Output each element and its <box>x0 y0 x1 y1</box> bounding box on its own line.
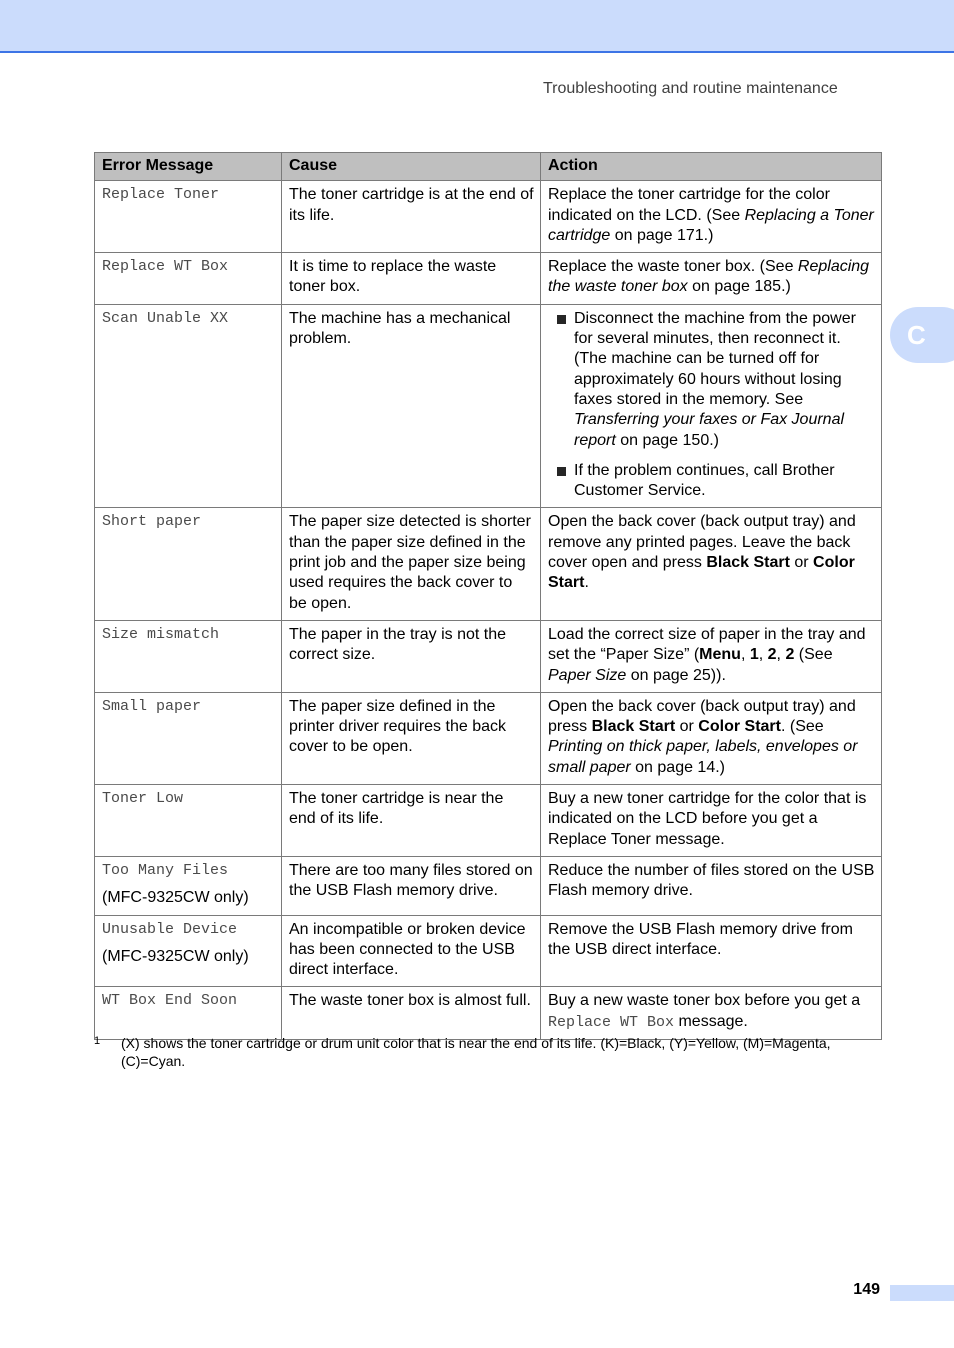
lcd-error-message: Replace WT Box <box>102 258 229 276</box>
text-run: Replace the waste toner box. (See <box>548 258 798 276</box>
text-run: on page 14.) <box>630 758 725 776</box>
text-run: on page 25)). <box>626 666 726 684</box>
text-run: . <box>584 574 589 592</box>
top-color-band <box>0 0 954 53</box>
text-run: on page 171.) <box>610 226 714 244</box>
action-cell <box>541 987 882 1040</box>
text-run: Buy a new toner cartridge for the color that is indicated on the LCD before you get a Replace Toner message. <box>548 790 867 848</box>
error-message-cell <box>95 856 282 915</box>
bold-text-run: Black Start <box>591 718 676 736</box>
error-message-cell <box>95 987 282 1040</box>
error-message-cell <box>95 785 282 857</box>
table-row <box>95 181 882 253</box>
italic-text-run: Replacing the waste toner box <box>548 258 870 296</box>
lcd-error-message: WT Box End Soon <box>102 992 238 1010</box>
text-run: If the problem continues, call Brother Customer Service. <box>574 461 835 500</box>
error-message-cell <box>95 915 282 987</box>
lcd-error-message: Scan Unable XX <box>102 309 229 327</box>
lcd-error-message: Toner Low <box>102 790 184 808</box>
error-message-cell <box>95 692 282 784</box>
italic-text-run: Transferring your faxes or Fax Journal report <box>574 411 845 449</box>
text-run: Replace the toner cartridge for the color indicated on the LCD. (See <box>548 186 830 224</box>
bold-text-run: 2 <box>785 646 795 664</box>
text-run: , <box>776 646 786 664</box>
action-cell <box>541 181 882 253</box>
lcd-message-text: Replace WT Box <box>548 1013 675 1031</box>
bold-text-run: Color Start <box>548 554 855 592</box>
bold-text-run: Color Start <box>698 718 781 736</box>
italic-text-run: Printing on thick paper, labels, envelopes or small paper <box>548 738 858 776</box>
action-bullet-item <box>548 309 875 451</box>
error-message-cell <box>95 508 282 620</box>
action-cell <box>541 620 882 692</box>
table-header-row <box>95 153 882 181</box>
text-run: Open the back cover (back output tray) and remove any printed pages. Leave the back cover open and press <box>548 513 856 572</box>
table-row <box>95 253 882 305</box>
column-header-cause: Cause <box>282 153 541 181</box>
text-run: Buy a new waste toner box before you get a <box>548 992 861 1010</box>
footnote <box>94 1034 881 1070</box>
cause-cell: The paper in the tray is not the correct size. <box>282 620 541 692</box>
column-header-error-message: Error Message <box>95 153 282 181</box>
action-bullet-list <box>548 309 875 502</box>
text-run: Disconnect the machine from the power for several minutes, then reconnect it. (The machine can be turned off for approximately 60 hours without losing faxes stored in the memory. See <box>574 309 856 408</box>
text-run: . (See <box>780 718 824 736</box>
text-run: , <box>740 646 750 664</box>
italic-text-run: Replacing a Toner cartridge <box>548 206 874 244</box>
error-message-cell <box>95 181 282 253</box>
text-run: message. <box>674 1012 748 1030</box>
table-row <box>95 304 882 508</box>
action-cell <box>541 253 882 305</box>
lcd-error-message: Short paper <box>102 513 202 531</box>
running-head: Troubleshooting and routine maintenance <box>543 80 838 97</box>
page-number-tab <box>890 1285 954 1301</box>
text-run: Remove the USB Flash memory drive from the USB direct interface. <box>548 920 853 958</box>
column-header-action: Action <box>541 153 882 181</box>
text-run: or <box>789 554 814 572</box>
action-cell <box>541 856 882 915</box>
text-run: on page 185.) <box>687 278 791 296</box>
table-row <box>95 915 882 987</box>
cause-cell: The paper size defined in the printer driver requires the back cover to be open. <box>282 692 541 784</box>
table-row <box>95 987 882 1040</box>
action-cell <box>541 692 882 784</box>
cause-cell: The toner cartridge is at the end of its life. <box>282 181 541 253</box>
action-cell <box>541 915 882 987</box>
cause-cell: The machine has a mechanical problem. <box>282 304 541 508</box>
error-message-cell <box>95 620 282 692</box>
model-note: (MFC-9325CW only) <box>102 889 249 907</box>
lcd-error-message: Replace Toner <box>102 186 220 204</box>
action-cell <box>541 304 882 508</box>
lcd-error-message: Small paper <box>102 697 202 715</box>
bold-text-run: 2 <box>767 646 777 664</box>
text-run: Reduce the number of files stored on the USB Flash memory drive. <box>548 861 875 900</box>
cause-cell: The toner cartridge is near the end of its life. <box>282 785 541 857</box>
bold-text-run: Menu <box>699 646 741 664</box>
text-run: Open the back cover (back output tray) and press <box>548 697 856 736</box>
cause-cell: The paper size detected is shorter than the paper size defined in the print job and the paper size being used requires the back cover to be open. <box>282 508 541 620</box>
lcd-error-message: Too Many Files <box>102 861 229 879</box>
cause-cell: It is time to replace the waste toner box. <box>282 253 541 305</box>
text-run: or <box>675 718 699 736</box>
action-cell <box>541 785 882 857</box>
lcd-error-message: Unusable Device <box>102 920 238 938</box>
table-body <box>95 181 882 1040</box>
bold-text-run: 1 <box>749 646 759 664</box>
footnote-text: (X) shows the toner cartridge or drum unit color that is near the end of its life. (K)=Black, (Y)=Yellow, (M)=Magenta, (C)=Cyan. <box>121 1035 831 1069</box>
text-run: (See <box>794 646 833 664</box>
text-run: Load the correct size of paper in the tray and set the “Paper Size” ( <box>548 625 866 664</box>
cause-cell: The waste toner box is almost full. <box>282 987 541 1040</box>
action-cell <box>541 508 882 620</box>
text-run: on page 150.) <box>615 431 719 449</box>
chapter-tab: C <box>890 307 954 363</box>
lcd-error-message: Size mismatch <box>102 625 220 643</box>
cause-cell: There are too many files stored on the USB Flash memory drive. <box>282 856 541 915</box>
table-row <box>95 508 882 620</box>
table-row <box>95 620 882 692</box>
error-message-cell <box>95 304 282 508</box>
action-bullet-item <box>548 461 875 502</box>
text-run: , <box>758 646 768 664</box>
bold-text-run: Black Start <box>706 554 790 572</box>
cause-cell: An incompatible or broken device has been connected to the USB direct interface. <box>282 915 541 987</box>
error-message-table <box>94 152 882 1040</box>
error-message-cell <box>95 253 282 305</box>
table-row <box>95 856 882 915</box>
page-number: 149 <box>853 1281 880 1298</box>
table-row <box>95 692 882 784</box>
italic-text-run: Paper Size <box>548 666 627 684</box>
table-row <box>95 785 882 857</box>
footnote-marker: 1 <box>94 1035 101 1047</box>
model-note: (MFC-9325CW only) <box>102 947 249 965</box>
